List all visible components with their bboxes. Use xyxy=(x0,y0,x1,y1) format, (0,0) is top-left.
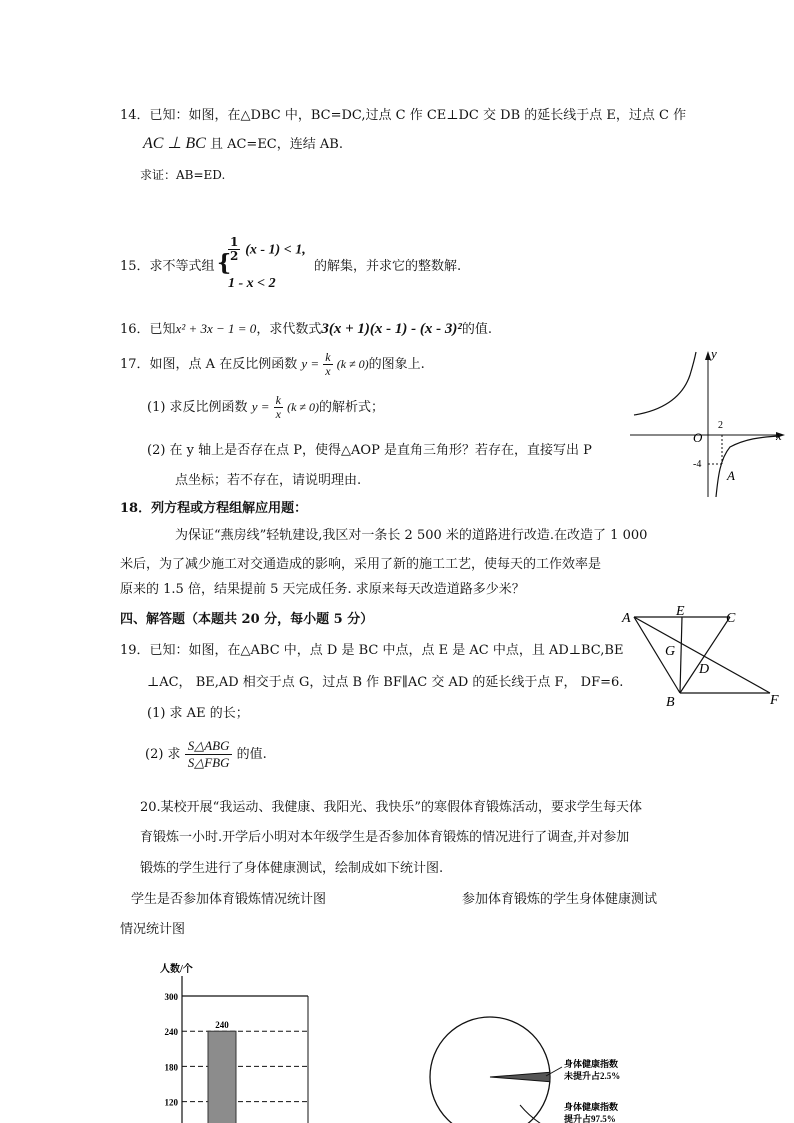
bar-chart-ylabel: 人数/个 xyxy=(160,964,193,975)
pie-chart-label-2b: 提升占97.5% xyxy=(564,1114,616,1123)
bar-chart-tick-label: 180 xyxy=(164,1062,178,1073)
caption-right: 参加体育锻炼的学生身体健康测试 xyxy=(462,892,658,907)
q18-line2: 米后，为了减少施工对交通造成的影响，采用了新的施工工艺，使每天的工作效率是 xyxy=(120,557,602,572)
q15-row2: 1 - x < 2 xyxy=(228,276,276,291)
q19-fraction: $\frac{\text{S△ABG}}{\text{S△FBG}}$ xyxy=(185,738,233,771)
bar-chart-tick-label: 240 xyxy=(164,1027,178,1038)
q15-fraction: $\frac{1}{2}$ xyxy=(230,235,239,263)
label-f: F xyxy=(770,693,779,708)
q16-condition: x² + 3x − 1 = 0 xyxy=(175,321,257,336)
tick-y-label: -4 xyxy=(693,459,702,470)
x-label: x xyxy=(776,428,782,443)
tick-x-label: 2 xyxy=(718,420,723,431)
bar-chart-data-label: 240 xyxy=(215,1020,229,1031)
q14-line3: 求证：AB=ED. xyxy=(140,168,226,182)
bar-chart-tick-label: 300 xyxy=(164,992,178,1002)
q16-expression: 3(x + 1)(x - 1) - (x - 3)² xyxy=(321,321,462,337)
q18-title: 18．列方程或方程组解应用题： xyxy=(120,501,308,516)
q15-prefix: 15．求不等式组 xyxy=(120,259,215,274)
q17-part1: (1) 求反比例函数 y = $\frac{k}{x}$ (k ≠ 0)的解析式； xyxy=(147,393,385,421)
q20-line3: 锻炼的学生进行了身体健康测试，绘制成如下统计图. xyxy=(140,861,444,876)
q19-part1: (1) 求 AE 的长； xyxy=(147,706,249,721)
pie-chart-outline xyxy=(430,1017,550,1123)
label-e: E xyxy=(676,604,685,619)
q14-line2-text: 且 AC=EC，连结 AB. xyxy=(205,137,343,152)
pie-chart-label-1b: 未提升占2.5% xyxy=(564,1071,621,1081)
q20-line1: 20.某校开展“我运动、我健康、我阳光、我快乐”的寒假体育锻炼活动，要求学生每天体 xyxy=(140,800,642,815)
caption-left: 学生是否参加体育锻炼情况统计图 xyxy=(131,892,327,907)
q17-graph xyxy=(630,347,790,502)
bar-chart-tick-label: 120 xyxy=(164,1097,178,1108)
q16-line: 16．已知x² + 3x − 1 = 0，求代数式3(x + 1)(x - 1) - (x - 3)²的值. xyxy=(120,321,492,337)
q17-part2-line2: 点坐标；若不存在，请说明理由. xyxy=(175,473,362,488)
hyperbola-branch-right xyxy=(716,436,780,497)
q18-line3: 原来的 1.5 倍，结果提前 5 天完成任务. 求原来每天改造道路多少米？ xyxy=(120,582,525,597)
y-label: y xyxy=(711,347,717,361)
q19-line2: ⊥AC， BE,AD 相交于点 G，过点 B 作 BF∥AC 交 AD 的延长线于点 F， DF=6. xyxy=(147,675,624,690)
bar-chart xyxy=(150,958,320,1123)
bar-chart-bar xyxy=(208,1031,236,1123)
label-c: C xyxy=(726,611,736,626)
q15-brace: { xyxy=(217,250,232,276)
pie-chart xyxy=(420,1010,660,1123)
q15-row1: $\frac{1}{2}$ (x - 1) < 1, xyxy=(230,235,306,263)
q17-line1: 17．如图，点 A 在反比例函数 y = $\frac{k}{x}$ (k ≠ 0)的图象上. xyxy=(120,350,425,378)
segment-be xyxy=(680,617,682,693)
caption-right-2: 情况统计图 xyxy=(120,922,186,937)
label-g: G xyxy=(665,644,676,659)
q14-math: AC ⊥ BC xyxy=(143,135,206,152)
pie-chart-label-1a: 身体健康指数 xyxy=(564,1059,619,1069)
segment-bc xyxy=(680,617,730,693)
q14-line2 xyxy=(143,133,343,153)
pie-chart-label-2a: 身体健康指数 xyxy=(564,1102,619,1112)
segment-af xyxy=(634,617,770,693)
q20-line2: 育锻炼一小时.开学后小明对本年级学生是否参加体育锻炼的情况进行了调查,并对参加 xyxy=(140,830,630,845)
label-d: D xyxy=(699,662,710,677)
q19-part2: (2) 求 $\frac{\text{S△ABG}}{\text{S△FBG}}$ 的值. xyxy=(145,738,267,770)
q17-part2-line1: (2) 在 y 轴上是否存在点 P，使得△AOP 是直角三角形？若存在，直接写出 P xyxy=(147,443,592,458)
label-a: A xyxy=(622,611,631,626)
q15-suffix: 的解集，并求它的整数解. xyxy=(314,259,462,274)
point-a-label: A xyxy=(727,468,735,483)
q17-fraction-2: $\frac{k}{x}$ xyxy=(275,393,281,421)
label-b: B xyxy=(666,695,675,710)
section4-title: 四、解答题（本题共 20 分，每小题 5 分） xyxy=(120,612,374,627)
q19-line1: 19．已知：如图，在△ABC 中，点 D 是 BC 中点，点 E 是 AC 中点，且 AD⊥BC,BE xyxy=(120,643,624,658)
hyperbola-branch-left xyxy=(634,352,696,415)
q18-line1: 为保证“燕房线”轻轨建设,我区对一条长 2 500 米的道路进行改造.在改造了 1 000 xyxy=(175,528,648,543)
q19-figure xyxy=(618,600,794,710)
q17-fraction: $\frac{k}{x}$ xyxy=(325,350,331,378)
q14-line1: 14．已知：如图，在△DBC 中，BC=DC,过点 C 作 CE⊥DC 交 DB 的延长线于点 E，过点 C 作 xyxy=(120,108,687,123)
origin-label: O xyxy=(693,430,703,445)
